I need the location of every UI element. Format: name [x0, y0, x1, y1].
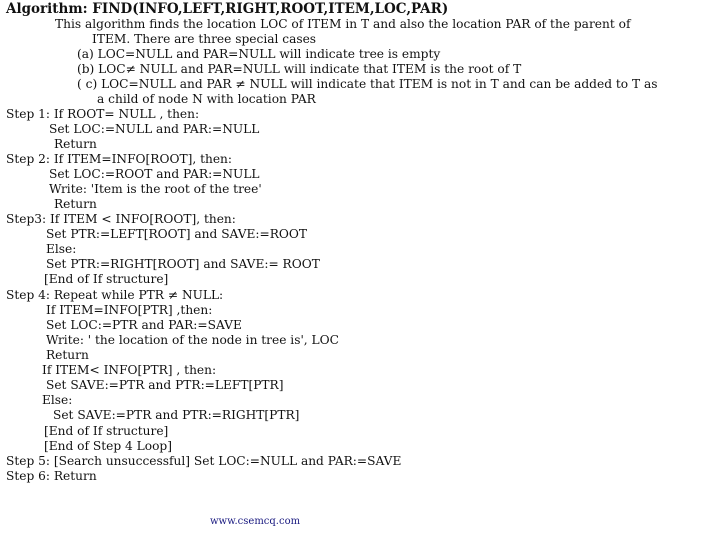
code-line: Write: ' the location of the node in tree is', LOC: [46, 333, 339, 347]
step-1: Step 1: If ROOT= NULL , then:: [6, 107, 200, 121]
code-line: If ITEM=INFO[PTR] ,then:: [46, 303, 213, 317]
case-c-continued: a child of node N with location PAR: [97, 92, 316, 106]
step-2: Step 2: If ITEM=INFO[ROOT], then:: [6, 152, 232, 166]
step-6: Step 6: Return: [6, 469, 97, 483]
code-line: Set PTR:=RIGHT[ROOT] and SAVE:= ROOT: [46, 257, 320, 271]
step-3: Step3: If ITEM < INFO[ROOT], then:: [6, 212, 236, 226]
code-line: [End of If structure]: [44, 424, 169, 438]
code-line: Return: [46, 348, 89, 362]
code-line: Return: [54, 197, 97, 211]
code-line: [End of If structure]: [44, 272, 169, 286]
description-line: ITEM. There are three special cases: [92, 32, 317, 46]
code-line: Set SAVE:=PTR and PTR:=LEFT[PTR]: [46, 378, 284, 392]
code-line: If ITEM< INFO[PTR] , then:: [42, 363, 217, 377]
code-line: [End of Step 4 Loop]: [44, 439, 172, 453]
description-line: This algorithm finds the location LOC of ITEM in T and also the location PAR of the parent of: [55, 17, 631, 31]
code-line: Else:: [46, 242, 77, 256]
case-b: (b) LOC≠ NULL and PAR=NULL will indicate that ITEM is the root of T: [77, 62, 522, 76]
code-line: Set SAVE:=PTR and PTR:=RIGHT[PTR]: [53, 408, 300, 422]
code-line: Else:: [42, 393, 73, 407]
code-line: Set LOC:=NULL and PAR:=NULL: [49, 122, 260, 136]
algorithm-title: Algorithm: FIND(INFO,LEFT,RIGHT,ROOT,ITEM,LOC,PAR): [6, 1, 449, 17]
code-line: Set LOC:=PTR and PAR:=SAVE: [46, 318, 242, 332]
step-5: Step 5: [Search unsuccessful] Set LOC:=NULL and PAR:=SAVE: [6, 454, 402, 468]
code-line: Write: 'Item is the root of the tree': [49, 182, 262, 196]
footer-watermark: www.csemcq.com: [210, 516, 301, 527]
case-c: ( c) LOC=NULL and PAR ≠ NULL will indicate that ITEM is not in T and can be added to T as: [77, 77, 658, 91]
code-line: Set PTR:=LEFT[ROOT] and SAVE:=ROOT: [46, 227, 308, 241]
code-line: Set LOC:=ROOT and PAR:=NULL: [49, 167, 260, 181]
step-4: Step 4: Repeat while PTR ≠ NULL:: [6, 288, 224, 302]
code-line: Return: [54, 137, 97, 151]
case-a: (a) LOC=NULL and PAR=NULL will indicate tree is empty: [77, 47, 441, 61]
